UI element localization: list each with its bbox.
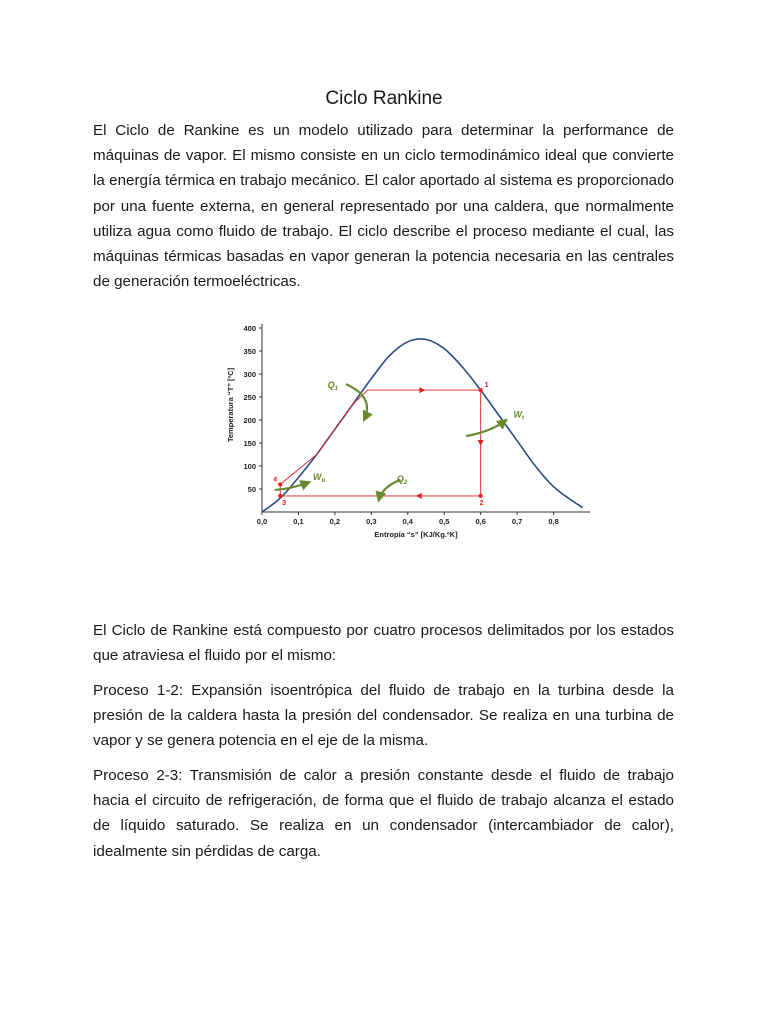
x-tick-label: 0,2 — [329, 517, 341, 526]
y-axis-label: Temperatura “T” [ºC] — [226, 367, 235, 443]
state-point-marker — [278, 482, 282, 486]
x-tick-label: 0,4 — [402, 517, 413, 526]
energy-label-subscript: t — [521, 415, 524, 422]
saturation-dome-line — [262, 339, 583, 512]
intro-paragraph: El Ciclo de Rankine es un modelo utilizado para determinar la performance de máquinas de vapor. El mismo consiste en un ciclo termodinámico ideal que convierte la energía térmica en trabajo mecánico. El calor aportado al sistema es proporcionado por una fuente externa, en general representado por una caldera, que normalmente utiliza agua como fluido de trabajo. El ciclo describe el proceso mediante el cual, las máquinas térmicas basadas en vapor generan la potencia necesaria en las centrales de generación termoeléctricas. — [93, 122, 674, 291]
y-tick-label: 50 — [247, 485, 256, 494]
state-point-label: 1 — [484, 382, 489, 390]
process-2-3-paragraph: Proceso 2-3: Transmisión de calor a presión constante desde el fluido de trabajo hacia el circuito de refrigeración, de forma que el fluido de trabajo alcanza el estado de líquido saturado. Se realiza en un condensador (intercambiador de calor), idealmente sin pérdidas de carga. — [93, 767, 674, 860]
x-tick-label: 0,0 — [256, 517, 268, 526]
cycle-direction-arrow-turbine — [478, 440, 484, 446]
energy-label-subscript: 2 — [403, 480, 408, 487]
energy-label-subscript: b — [321, 477, 326, 484]
page-title: Ciclo Rankine — [325, 88, 443, 109]
energy-label-wb: $W_b$ — [313, 471, 326, 484]
y-tick-label: 200 — [243, 416, 256, 425]
state-point-label: 4 — [273, 476, 278, 484]
ts-diagram-chart — [222, 320, 602, 550]
x-tick-label: 0,6 — [475, 517, 486, 526]
y-tick-label: 250 — [243, 393, 256, 402]
x-tick-label: 0,5 — [439, 517, 450, 526]
energy-label-subscript: 1 — [334, 385, 338, 392]
energy-label-q2: $Q_2$ — [396, 474, 408, 487]
x-tick-label: 0,3 — [366, 517, 377, 526]
energy-label-q1: $Q_1$ — [327, 379, 338, 392]
y-tick-label: 100 — [243, 462, 256, 471]
rankine-cycle-line — [280, 390, 480, 496]
x-axis-label: Entropía “s” [KJ/Kg.ºK] — [374, 530, 458, 539]
state-point-marker — [278, 494, 282, 498]
y-tick-label: 300 — [243, 370, 256, 379]
y-tick-label: 150 — [243, 439, 256, 448]
states-intro-paragraph: El Ciclo de Rankine está compuesto por cuatro procesos delimitados por los estados que atraviesa el fluido por el mismo: — [93, 622, 674, 665]
y-tick-label: 350 — [243, 347, 256, 356]
cycle-direction-arrow-top — [419, 387, 425, 393]
wt-turbine-work-arrow — [466, 420, 506, 436]
x-tick-label: 0,1 — [293, 517, 304, 526]
process-1-2-paragraph: Proceso 1-2: Expansión isoentrópica del fluido de trabajo en la turbina desde la presión de la caldera hasta la presión del condensador. Se realiza en una turbina de vapor y se genera potencia en el eje de la misma. — [93, 682, 674, 750]
state-point-marker — [479, 494, 483, 498]
cycle-direction-arrow-condenser — [416, 493, 422, 499]
x-tick-label: 0,8 — [548, 517, 559, 526]
state-point-marker — [479, 388, 483, 392]
state-point-label: 2 — [479, 499, 484, 507]
x-tick-label: 0,7 — [511, 517, 523, 526]
state-point-label: 3 — [282, 499, 287, 507]
y-tick-label: 400 — [243, 324, 256, 333]
energy-label-wt: $W_t$ — [513, 409, 524, 422]
